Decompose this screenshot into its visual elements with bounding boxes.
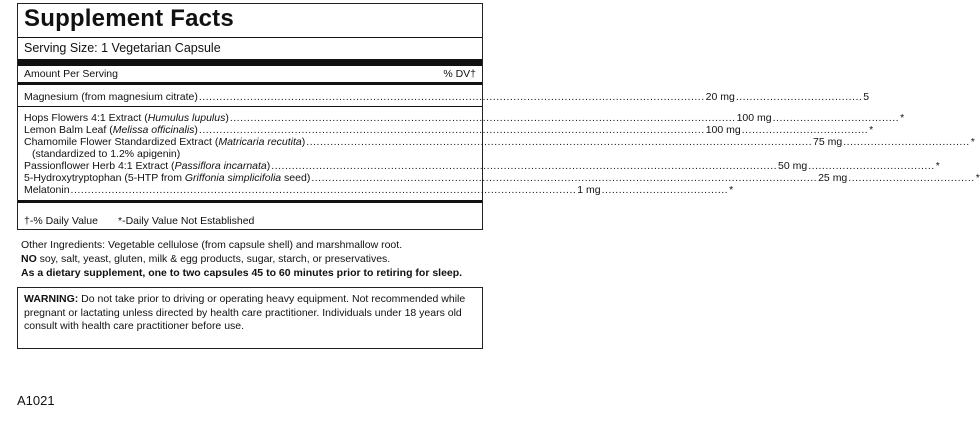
- divider: [18, 106, 482, 107]
- ingredient-row-passionflower: Passionflower Herb 4:1 Extract (Passiflora incarnata) .................................................................................................................................................... 50 mg ..................................... *: [24, 160, 940, 172]
- supplement-facts-panel: [17, 3, 980, 230]
- nutrient-dv: 5: [863, 91, 870, 103]
- divider: [18, 37, 482, 38]
- amount-per-serving-header: Amount Per Serving: [24, 68, 118, 80]
- other-ingredients: Other Ingredients: Vegetable cellulose (from capsule shell) and marshmallow root.: [21, 239, 403, 251]
- directions: As a dietary supplement, one to two capsules 45 to 60 minutes prior to retiring for sleep.: [21, 267, 463, 279]
- nutrient-row-magnesium: Magnesium (from magnesium citrate) .................................................................................................................................................... 20 mg ..................................... 5: [24, 91, 870, 103]
- product-code: A1021: [17, 393, 55, 408]
- serving-size: Serving Size: 1 Vegetarian Capsule: [24, 41, 221, 55]
- ingredient-row-chamomile: Chamomile Flower Standardized Extract (Matricaria recutita) .................................................................................................................................................... 75 mg ..................................... *: [24, 136, 975, 148]
- divider-medium: [18, 82, 482, 85]
- nutrient-name: Magnesium (from magnesium citrate): [24, 91, 198, 103]
- warning-box: [17, 287, 483, 349]
- footnote-dv: †-% Daily Value: [24, 215, 98, 227]
- ingredient-row-lemon-balm: Lemon Balm Leaf (Melissa officinalis) .................................................................................................................................................... 100 mg ..................................... *: [24, 124, 874, 136]
- footnote-not-established: *-Daily Value Not Established: [118, 215, 255, 227]
- warning-text: Do not take prior to driving or operating heavy equipment. Not recommended while pregnant or lactating unless directed by health care practitioner. Individuals under 18 years old consult with health care practitioner before use.: [24, 293, 466, 332]
- divider-thick: [18, 59, 482, 66]
- warning-label: WARNING:: [24, 293, 79, 305]
- allergen-statement: NO soy, salt, yeast, gluten, milk & egg products, sugar, starch, or preservatives.: [21, 253, 391, 265]
- ingredient-row-melatonin: Melatonin .................................................................................................................................................... 1 mg ..................................... *: [24, 184, 734, 196]
- dv-header: % DV†: [443, 68, 476, 80]
- panel-title: Supplement Facts: [24, 5, 234, 32]
- ingredient-row-hops: Hops Flowers 4:1 Extract (Humulus lupulus) .................................................................................................................................................... 100 mg ..................................... *: [24, 112, 905, 124]
- nutrient-amount: 20 mg: [705, 91, 735, 103]
- ingredient-row-5-htp: 5-Hydroxytryptophan (5-HTP from Griffonia simplicifolia seed) .................................................................................................................................................... 25 mg ..................................... *: [24, 172, 980, 184]
- chamomile-standardization-note: (standardized to 1.2% apigenin): [32, 148, 181, 160]
- divider-medium: [18, 200, 482, 203]
